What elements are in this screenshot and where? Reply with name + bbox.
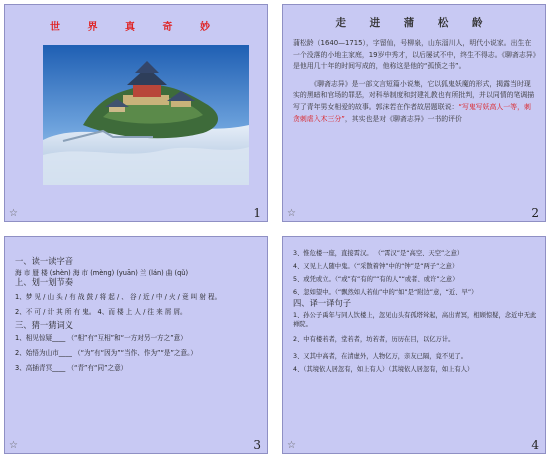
- paragraph-2-text: 《聊斋志异》是一部文言短篇小说集，它以狐鬼妖魔的形式，揭露当时现实的黑暗和官场的罪恶，对科举制度和封建礼教也有所批判，并以同情的笔调描写了青年男女相爱的故事。郭沫若在作者故居题联说：: [293, 79, 535, 111]
- translate-item-1: 1、孙公子禹年与同人饮楼上，忽见山头有孤塔耸起，高出青冥，相顾惊疑，念近中无此禅院。: [293, 312, 537, 328]
- slide-title: 世 界 真 奇 妙: [50, 22, 222, 33]
- vocab-item-2: 2、始悟为山市____ （“为”有“因为”“当作、作为”“是”之意。）: [15, 349, 197, 357]
- section-heading: 一、读一读字音: [15, 256, 74, 266]
- slide-number: 1: [253, 206, 261, 220]
- exercise-content: [15, 257, 259, 373]
- section-heading: 四、译一译句子: [293, 298, 352, 308]
- vocab-item-4: 4、又见上人随中鬼。（“采散着钟”中的“钟”是“两子”之意）: [293, 263, 459, 270]
- slide-number: 2: [531, 206, 539, 220]
- star-outline-icon: ☆: [9, 440, 18, 451]
- vocab-item-3: 3、惟危楼一座，直接霄汉。 （“霄汉”是“高空、天空”之意）: [293, 250, 464, 257]
- vocab-item-3: 3、高插青冥____ （“青”有“同”之意）: [15, 364, 128, 372]
- star-outline-icon: ☆: [287, 440, 296, 451]
- vocab-item-6: 6、忽如望中。（“飘然如人若仙”中的“如”是“附边”意，“近、早”）: [293, 289, 478, 296]
- pinyin-line: 海 市 蜃 楼 (shèn) 海 市 (mèng) (yuān) 兰 (lán) 曲 (qǔ): [15, 269, 189, 277]
- star-outline-icon: ☆: [287, 208, 296, 219]
- temple-illustration: [43, 45, 249, 185]
- slide-thumbnail-4[interactable]: [282, 236, 546, 454]
- translate-item-2: 2、中有楼若者，堂若者，坊若者，历历在目，以亿万计。: [293, 336, 455, 343]
- slide-title: 走 进 蒲 松 龄: [335, 17, 493, 29]
- author-intro-text: [293, 38, 537, 125]
- vocab-item-1: 1、相见惊疑____ （“相”有“互相”和“一方对另一方之”意）: [15, 334, 187, 342]
- slide-thumbnail-1[interactable]: [4, 4, 268, 222]
- paragraph-1: 蒲松龄（1640—1715），字留仙，号柳泉，山东淄川人，明代小说家。出生在一个没落的小地主家庭，19岁中秀才，以后屡试不中，终生不得志。《聊斋志异》是他用几十年的时间写成的，他称这是他的“孤愤之书”。: [293, 39, 537, 71]
- translate-item-3: 3、又其中高者，在清虚外，人物亿万，亲友已隔，竟不见了。: [293, 353, 468, 360]
- slide-number: 3: [253, 438, 261, 452]
- vocab-item-5: 5、或凭或立。（“或”有“有的”“有的人”“或者、或许”之意）: [293, 276, 459, 283]
- paragraph-2-tail: ，其实也是对《聊斋志异》一书的评价: [344, 114, 462, 123]
- rhythm-line-2: 2、不 可 / 计 其 所 有 鬼。 4、而 楼 上 人 / 往 来 屑 屑。: [15, 308, 187, 316]
- slide-number: 4: [531, 438, 539, 452]
- section-heading: 三、猜一猜词义: [15, 320, 74, 330]
- temple-photo: [43, 45, 249, 185]
- paragraph-2: [293, 79, 537, 125]
- exercise-content: [293, 249, 537, 374]
- translate-item-4: 4、（其境依人居忽有，如上有人）（其境依人居忽有，如上有人）: [293, 366, 474, 373]
- section-heading: 上、划一划节奏: [15, 277, 74, 287]
- star-outline-icon: ☆: [9, 208, 18, 219]
- slide-thumbnail-2[interactable]: [282, 4, 546, 222]
- rhythm-line-1: 1、梦 见 / 山 头 / 有 战 鼓 / 将 起 / 、 谷 / 近 / 中 / 火 / 竟 叫 射 程。: [15, 293, 222, 301]
- couplet-quote: “写鬼写妖高人一等，刺贪刺虐入木三分”: [293, 102, 531, 123]
- slide-thumbnail-3[interactable]: [4, 236, 268, 454]
